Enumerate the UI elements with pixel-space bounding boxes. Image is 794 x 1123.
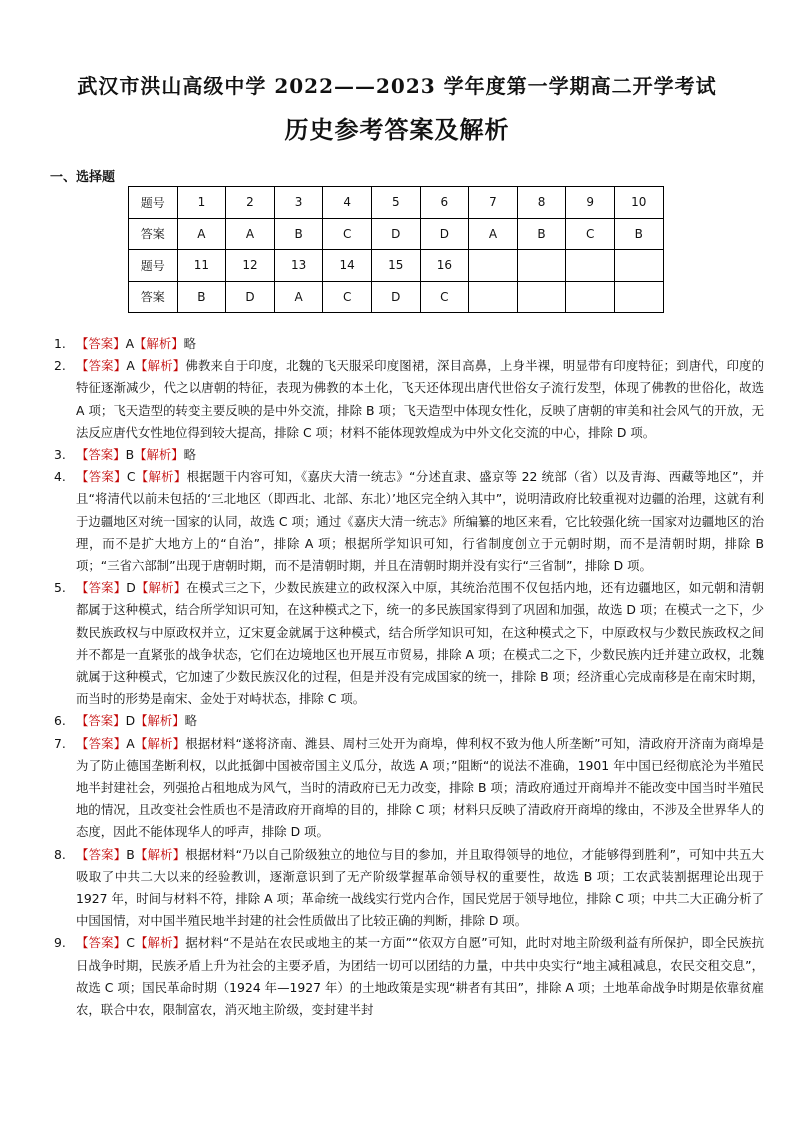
table-row-label: 答案 bbox=[129, 218, 178, 250]
table-cell: B bbox=[177, 281, 226, 313]
table-row-numbers-1 bbox=[129, 187, 664, 219]
table-cell: A bbox=[274, 281, 323, 313]
table-cell bbox=[469, 250, 518, 282]
table-cell: 9 bbox=[566, 187, 615, 219]
answer-tag: 【答案】 bbox=[76, 469, 127, 485]
answer-item bbox=[54, 444, 764, 466]
table-cell bbox=[517, 250, 566, 282]
answer-item bbox=[54, 577, 764, 710]
table-cell bbox=[614, 250, 663, 282]
explanation-tag: 【解析】 bbox=[135, 713, 185, 729]
table-cell: D bbox=[420, 218, 469, 250]
table-cell: D bbox=[371, 281, 420, 313]
explanation-tag: 【解析】 bbox=[134, 935, 186, 951]
question-number: 8. bbox=[54, 846, 66, 862]
explanation-text: 根据材料“乃以自己阶级独立的地位与目的参加，并且取得领导的地位，才能够得到胜利”，可知中共五大吸取了中共二大以来的经验教训，逐渐意识到了无产阶级掌握革命领导权的重要性，故选 B 项；工农武装割据理论出现于 1927 年，时间与材料不符，排除 A 项；革命统一战线实行党内合作，国民党居于领导地位，排除 C 项；中共二大正确分析了中国国情，对中国半殖民地半封建的社会性质做出了比较正确的判断，排除 D 项。 bbox=[76, 846, 765, 929]
answer-letter: D bbox=[126, 580, 136, 596]
question-number: 9. bbox=[54, 935, 66, 951]
table-cell: B bbox=[614, 218, 663, 250]
table-row-answers-2 bbox=[129, 281, 664, 313]
answer-letter: C bbox=[126, 469, 136, 485]
table-cell: A bbox=[177, 218, 226, 250]
answer-tag: 【答案】 bbox=[76, 447, 126, 463]
answer-letter: B bbox=[126, 846, 135, 862]
explanation-text: 在模式三之下，少数民族建立的政权深入中原，其统治范围不仅包括内地，还有边疆地区，如元朝和清朝都属于这种模式，结合所学知识可知，在这种模式之下，统一的多民族国家得到了巩固和加强，故选 D 项；在模式一之下，少数民族政权与中原政权并立，辽宋夏金就属于这种模式，结合所学知识可知，在这种模式之下，中原政权与少数民族政权之间并不都是一直紧张的战争状态，它们在边境地区也开展互市贸易，排除 A 项；在模式二之下，少数民族内迁并建立政权，北魏就属于这种模式，它加速了少数民族汉化的过程，但是并没有完成国家的统一，排除 B 项；经济重心完成南移是在南宋时期，而当时的形势是南宋、金处于对峙状态，排除 C 项。 bbox=[76, 580, 765, 707]
answer-item bbox=[54, 333, 764, 355]
answer-list bbox=[54, 333, 764, 1021]
answer-item bbox=[54, 355, 764, 444]
table-row-label: 题号 bbox=[129, 250, 178, 282]
question-number: 5. bbox=[54, 580, 66, 596]
section-heading: 一、选择题 bbox=[50, 170, 116, 185]
answer-tag: 【答案】 bbox=[76, 358, 127, 374]
answer-body bbox=[76, 733, 764, 844]
table-cell: A bbox=[226, 218, 275, 250]
answer-letter: D bbox=[125, 713, 136, 729]
table-cell bbox=[614, 281, 663, 313]
table-cell: 15 bbox=[371, 250, 420, 282]
explanation-tag: 【解析】 bbox=[134, 735, 186, 751]
question-number: 7. bbox=[54, 735, 66, 751]
table-cell: D bbox=[371, 218, 420, 250]
answer-tag: 【答案】 bbox=[76, 935, 127, 951]
table-row-answers-1 bbox=[129, 218, 664, 250]
document-title: 历史参考答案及解析 bbox=[284, 115, 510, 144]
answer-tag: 【答案】 bbox=[76, 713, 126, 729]
table-cell: C bbox=[323, 218, 372, 250]
answer-tag: 【答案】 bbox=[76, 735, 127, 751]
answer-table bbox=[128, 186, 664, 313]
question-number: 2. bbox=[54, 358, 66, 374]
answer-letter: A bbox=[125, 336, 135, 351]
explanation-tag: 【解析】 bbox=[134, 447, 184, 463]
answer-body bbox=[76, 355, 764, 444]
answer-letter: A bbox=[126, 735, 135, 751]
explanation-text: 略 bbox=[183, 336, 196, 351]
answer-tag: 【答案】 bbox=[76, 580, 127, 596]
table-cell bbox=[517, 281, 566, 313]
answer-tag: 【答案】 bbox=[76, 336, 126, 351]
table-cell: C bbox=[323, 281, 372, 313]
explanation-text: 根据材料“遂将济南、潍县、周村三处开为商埠，俾利权不致为他人所垄断”可知，清政府开济南为商埠是为了防止德国垄断利权，以此抵御中国被帝国主义瓜分，故选 A 项；”阻断“的说法不准确，1901 年中国已经彻底沦为半殖民地半封建社会，列强抢占租地成为风气，当时的清政府已无力改变，排除 B 项；清政府通过开商埠并不能改变中国当时半殖民地的情况，且改变社会性质也不是清政府开商埠的目的，排除 C 项；材料只反映了清政府开商埠的缘由，不涉及全世界华人的态度，因此不能体现华人的呼声，排除 D 项。 bbox=[76, 735, 765, 840]
table-cell bbox=[566, 281, 615, 313]
table-cell: 16 bbox=[420, 250, 469, 282]
explanation-text: 略 bbox=[183, 447, 197, 463]
table-cell: 3 bbox=[274, 187, 323, 219]
exam-title: 武汉市洪山高级中学 2022——2023 学年度第一学期高二开学考试 bbox=[77, 74, 717, 98]
explanation-text: 根据题干内容可知，《嘉庆大清一统志》“分述直隶、盛京等 22 统部（省）以及青海、西藏等地区”，并且“将清代以前未包括的‘三北地区（即西北、北部、东北）’地区完全纳入其中”，说明清政府比较重视对边疆的治理，这就有利于边疆地区对统一国家的认同，故选 C 项；通过《嘉庆大清一统志》所编纂的地区来看，它比较强化统一国家对边疆地区的治理，而不是扩大地方上的“自治”，排除 A 项；根据所学知识可知，行省制度创立于元朝时期，而不是清朝时期，排除 B 项；“三省六部制”出现于唐朝时期，而不是清朝时期，并且在清朝时期并没有实行“三省制”，排除 D 项。 bbox=[76, 469, 764, 574]
answer-body bbox=[76, 444, 764, 466]
answer-body bbox=[76, 466, 764, 577]
table-row-label: 题号 bbox=[129, 187, 178, 219]
table-cell: D bbox=[226, 281, 275, 313]
answer-letter: C bbox=[126, 935, 135, 951]
table-cell: 2 bbox=[226, 187, 275, 219]
explanation-tag: 【解析】 bbox=[134, 358, 186, 374]
table-cell: 12 bbox=[226, 250, 275, 282]
table-cell: 6 bbox=[420, 187, 469, 219]
table-cell: 8 bbox=[517, 187, 566, 219]
table-cell: 1 bbox=[177, 187, 226, 219]
table-cell bbox=[469, 281, 518, 313]
table-cell: 4 bbox=[323, 187, 372, 219]
answer-body bbox=[76, 932, 764, 1021]
answer-item bbox=[54, 932, 764, 1021]
answer-letter: A bbox=[126, 358, 135, 374]
table-cell: 13 bbox=[274, 250, 323, 282]
answer-tag: 【答案】 bbox=[76, 846, 127, 862]
answer-letter: B bbox=[125, 447, 135, 463]
answer-body bbox=[76, 710, 764, 732]
question-number: 4. bbox=[54, 469, 66, 485]
explanation-text: 略 bbox=[184, 713, 198, 729]
table-cell: B bbox=[517, 218, 566, 250]
table-cell: 5 bbox=[371, 187, 420, 219]
explanation-tag: 【解析】 bbox=[135, 469, 187, 485]
answer-item bbox=[54, 466, 764, 577]
explanation-tag: 【解析】 bbox=[135, 580, 187, 596]
answer-body bbox=[76, 333, 764, 355]
table-cell bbox=[566, 250, 615, 282]
table-cell: A bbox=[469, 218, 518, 250]
explanation-tag: 【解析】 bbox=[134, 336, 184, 351]
table-cell: C bbox=[420, 281, 469, 313]
table-cell: C bbox=[566, 218, 615, 250]
answer-item bbox=[54, 844, 764, 933]
table-cell: 7 bbox=[469, 187, 518, 219]
table-row-label: 答案 bbox=[129, 281, 178, 313]
explanation-text: 佛教来自于印度，北魏的飞天服采印度图裙，深目高鼻，上身半裸，明显带有印度特征；到唐代，印度的特征逐渐减少，代之以唐朝的特征，表现为佛教的本土化，飞天还体现出唐代世俗女子流行发型，体现了佛教的世俗化，故选 A 项；飞天造型的转变主要反映的是中外交流，排除 B 项；飞天造型中体现女性化，反映了唐朝的审美和社会风气的开放，无法反应唐代女性地位得到较大提高，排除 C 项；材料不能体现敦煌成为中外文化交流的中心，排除 D 项。 bbox=[76, 358, 765, 440]
answer-item bbox=[54, 733, 764, 844]
table-cell: B bbox=[274, 218, 323, 250]
explanation-text: 据材料“不是站在农民或地主的某一方面”“依双方自愿”可知，此时对地主阶级利益有所保护，即全民族抗日战争时期，民族矛盾上升为社会的主要矛盾，为团结一切可以团结的力量，中共中央实行“地主减租减息，农民交租交息”，故选 C 项；国民革命时期（1924 年—1927 年）的土地政策是实现“耕者有其田”，排除 A 项；土地革命战争时期是依靠贫雇农，联合中农，限制富农，消灭地主阶级，变封建半封 bbox=[76, 935, 765, 1018]
explanation-tag: 【解析】 bbox=[134, 846, 186, 862]
answer-item bbox=[54, 710, 764, 732]
table-cell: 14 bbox=[323, 250, 372, 282]
question-number: 6. bbox=[54, 713, 66, 729]
answer-body bbox=[76, 844, 764, 933]
question-number: 3. bbox=[54, 447, 66, 463]
table-row-numbers-2 bbox=[129, 250, 664, 282]
table-cell: 11 bbox=[177, 250, 226, 282]
answer-body bbox=[76, 577, 764, 710]
table-cell: 10 bbox=[614, 187, 663, 219]
question-number: 1. bbox=[54, 336, 66, 351]
